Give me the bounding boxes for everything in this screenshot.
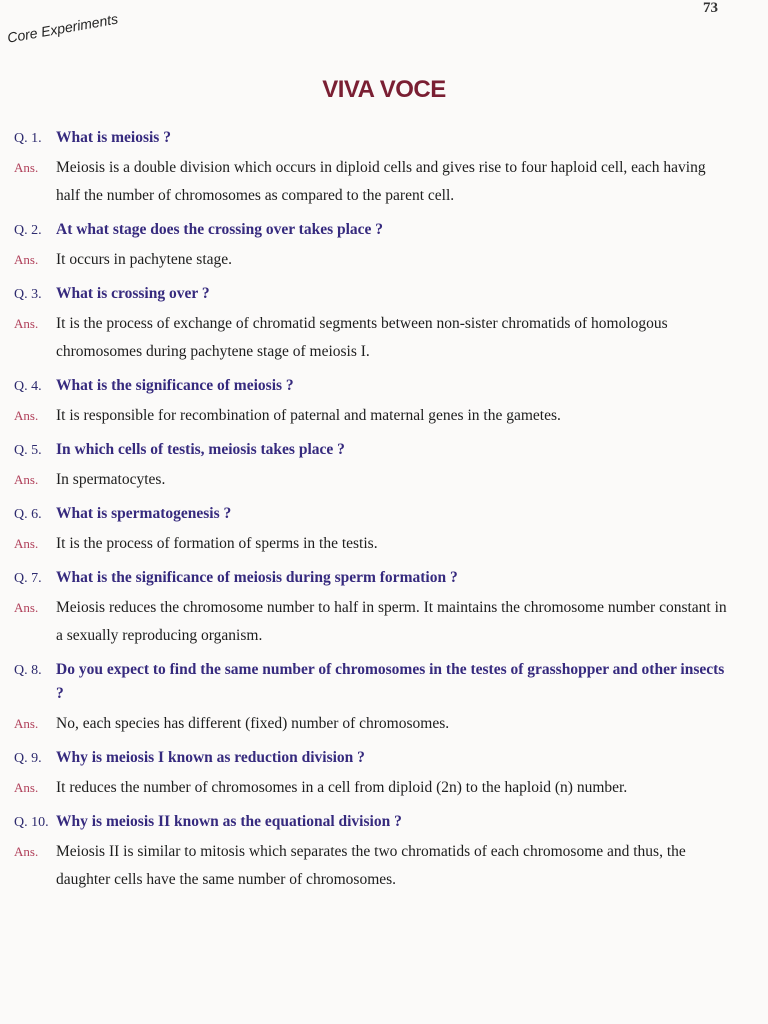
answer-text: It is responsible for recombination of paternal and maternal genes in the gametes. <box>56 407 561 424</box>
question-number: Q. 8. <box>14 663 42 678</box>
answer-text: It is the process of formation of sperms in the testis. <box>56 535 378 552</box>
qa-item-9 <box>14 746 728 802</box>
question-text: What is the significance of meiosis ? <box>56 377 294 394</box>
qa-item-1 <box>14 126 728 210</box>
answer-label: Ans. <box>14 408 39 423</box>
question-text: What is the significance of meiosis during sperm formation ? <box>56 569 458 586</box>
answer-text: It is the process of exchange of chromatid segments between non-sister chromatids of homologous chromosomes during pachytene stage of meiosis I. <box>56 315 668 360</box>
question-text: What is meiosis ? <box>56 129 171 146</box>
answer-label: Ans. <box>14 472 39 487</box>
answer-label: Ans. <box>14 160 39 175</box>
answer-label: Ans. <box>14 252 39 267</box>
qa-item-3 <box>14 282 728 366</box>
question-number: Q. 5. <box>14 443 42 458</box>
answer-label: Ans. <box>14 716 39 731</box>
question-text: In which cells of testis, meiosis takes place ? <box>56 441 345 458</box>
question-text: What is crossing over ? <box>56 285 210 302</box>
page-number: 73 <box>703 0 718 16</box>
question-number: Q. 10. <box>14 815 49 830</box>
question-number: Q. 3. <box>14 287 42 302</box>
question-number: Q. 6. <box>14 507 42 522</box>
question-text: At what stage does the crossing over takes place ? <box>56 221 384 238</box>
answer-text: It occurs in pachytene stage. <box>56 251 233 268</box>
qa-item-7 <box>14 566 728 650</box>
question-text: Why is meiosis I known as reduction division ? <box>56 749 365 766</box>
qa-item-2 <box>14 218 728 274</box>
qa-item-5 <box>14 438 728 494</box>
question-text: What is spermatogenesis ? <box>56 505 232 522</box>
qa-item-10 <box>14 810 728 894</box>
question-number: Q. 1. <box>14 131 42 146</box>
qa-item-8 <box>14 658 728 738</box>
answer-label: Ans. <box>14 780 39 795</box>
question-number: Q. 2. <box>14 223 42 238</box>
answer-label: Ans. <box>14 600 39 615</box>
page-title: VIVA VOCE <box>322 76 446 103</box>
qa-list <box>14 126 728 902</box>
qa-item-4 <box>14 374 728 430</box>
question-number: Q. 9. <box>14 751 42 766</box>
qa-item-6 <box>14 502 728 558</box>
question-text: Why is meiosis II known as the equational division ? <box>56 813 402 830</box>
question-text: Do you expect to find the same number of chromosomes in the testes of grasshopper and other insects ? <box>56 661 725 702</box>
running-head: Core Experiments <box>6 10 120 46</box>
question-number: Q. 7. <box>14 571 42 586</box>
answer-label: Ans. <box>14 316 39 331</box>
answer-text: In spermatocytes. <box>56 471 166 488</box>
answer-text: Meiosis II is similar to mitosis which separates the two chromatids of each chromosome and thus, the daughter cells have the same number of chromosomes. <box>56 843 686 888</box>
answer-label: Ans. <box>14 844 39 859</box>
question-number: Q. 4. <box>14 379 42 394</box>
answer-label: Ans. <box>14 536 39 551</box>
answer-text: No, each species has different (fixed) number of chromosomes. <box>56 715 450 732</box>
answer-text: Meiosis is a double division which occurs in diploid cells and gives rise to four haploid cell, each having half the number of chromosomes as compared to the parent cell. <box>56 159 706 204</box>
answer-text: It reduces the number of chromosomes in a cell from diploid (2n) to the haploid (n) number. <box>56 779 628 796</box>
answer-text: Meiosis reduces the chromosome number to half in sperm. It maintains the chromosome number constant in a sexually reproducing organism. <box>56 599 727 644</box>
